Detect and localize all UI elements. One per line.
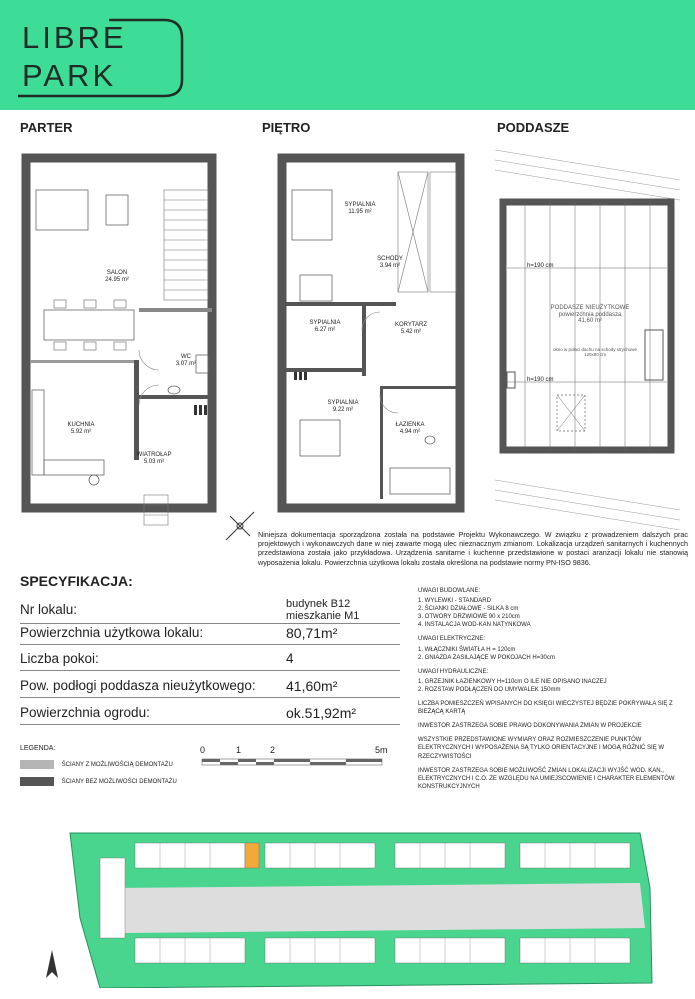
attic-label (535, 305, 645, 325)
notes-build-item: 4. INSTALACJA WOD-KAN NATYNKOWA (418, 622, 531, 629)
room-bedroom-1-area: 11.95 m² (348, 208, 372, 215)
room-salon (92, 270, 142, 283)
spec-label: Pow. podłogi poddasza nieużytkowego: (20, 678, 256, 693)
legend-swatch-light (20, 760, 54, 769)
spec-row-garden (20, 703, 400, 725)
notes-hyd-item: 2. ROZSTAW PODŁĄCZEŃ DO UMYWALEK 150mm (418, 686, 561, 693)
spec-row-unit (20, 598, 400, 624)
notes-investor-changes: INWESTOR ZASTRZEGA SOBIE PRAWO DOKONYWANIA ZMIAN W PROJEKCIE (418, 723, 642, 730)
notes-land-registry: LICZBA POMIESZCZEŃ WPISANYCH DO KSIĘGI WIECZYSTEJ BĘDZIE POKRYWAŁA SIĘ Z BIEŻĄCĄ KARTĄ (418, 701, 673, 716)
notes-elec-item: 1. WŁĄCZNIKI ŚWIATŁA H = 120cm (418, 646, 516, 653)
room-salon-name: SALON (106, 270, 128, 276)
legend-item-removable (20, 760, 177, 769)
attic-window-note: okno w połaci dachu na schody strychowe 120x90 cm (552, 347, 638, 357)
scale-label: 5m (375, 745, 388, 755)
spec-row-attic (20, 676, 400, 698)
attic-height-top: h=190 cm (527, 263, 554, 269)
notes-elec-item: 2. GNIAZDA ZASILAJĄCE W POKOJACH H=30cm (418, 654, 555, 661)
room-corridor-name: KORYTARZ (394, 322, 428, 328)
spec-row-rooms (20, 649, 400, 671)
room-stairs-area: 3.94 m² (379, 262, 401, 269)
room-bedroom-2-area: 6.27 m² (314, 326, 336, 333)
room-hall-name: WIATROŁAP (136, 452, 172, 458)
legend (20, 745, 177, 786)
divider (20, 724, 400, 725)
legend-item-fixed (20, 777, 177, 786)
notes-panel (418, 587, 690, 797)
room-kitchen (59, 422, 103, 435)
room-salon-area: 24.95 m² (105, 276, 129, 283)
scale-label: 0 (200, 745, 206, 755)
site-plan (40, 828, 660, 988)
title-attic: PODDASZE (497, 120, 570, 135)
room-stairs-name: SCHODY (377, 256, 403, 262)
room-bathroom (388, 422, 432, 435)
notes-build-item: 3. OTWORY DRZWIOWE 90 x 210cm (418, 614, 520, 621)
room-corridor (386, 322, 436, 335)
logo-line2: PARK (22, 58, 117, 93)
spec-value: ok.51,92m² (286, 705, 357, 721)
room-bathroom-area: 4.94 m² (399, 428, 421, 435)
attic-label-title: PODDASZE NIEUŻYTKOWE (550, 305, 630, 311)
room-bedroom-2-name: SYPIALNIA (309, 320, 341, 326)
spec-label: Liczba pokoi: (20, 651, 99, 666)
spec-value: 4 (286, 651, 294, 666)
notes-hyd-item: 1. GRZEJNIK ŁAZIENKOWY H=110cm O ILE NIE OPISANO INACZEJ (418, 678, 607, 685)
first-floor-plan (270, 150, 470, 530)
title-ground-floor: PARTER (20, 120, 73, 135)
north-arrow-icon (222, 508, 258, 544)
room-bedroom-1-name: SYPIALNIA (344, 202, 376, 208)
room-stairs (370, 256, 410, 269)
spec-title: SPECYFIKACJA: (20, 573, 133, 589)
divider (20, 670, 400, 671)
legend-title: LEGENDA: (20, 745, 56, 752)
divider (20, 644, 400, 645)
logo-line1: LIBRE (22, 20, 127, 55)
room-bedroom-3-name: SYPIALNIA (327, 400, 359, 406)
scale-ruler-icon (200, 757, 390, 777)
attic-label-area: 41,60 m² (578, 318, 602, 325)
legend-label: ŚCIANY Z MOŻLIWOŚCIĄ DEMONTAŻU (61, 762, 173, 769)
header-banner (0, 0, 695, 110)
room-bedroom-3 (318, 400, 368, 413)
attic-plan (495, 150, 680, 530)
spec-label: Powierzchnia użytkowa lokalu: (20, 625, 204, 640)
spec-label: Powierzchnia ogrodu: (20, 705, 150, 720)
notes-build-item: 2. ŚCIANKI DZIAŁOWE - SILKA 8 cm (418, 606, 519, 613)
room-wc (169, 354, 203, 367)
notes-elec-title: UWAGI ELEKTRYCZNE: (418, 636, 486, 643)
notes-hyd-title: UWAGI HYDRAULICZNE: (418, 668, 489, 675)
room-bedroom-1 (330, 202, 390, 215)
room-bedroom-3-area: 9.22 m² (332, 406, 354, 413)
title-first-floor: PIĘTRO (262, 120, 311, 135)
notes-dimensions: WSZYSTKIE PRZEDSTAWIONE WYMIARY ORAZ ROZMIESZCZENIE PUNKTÓW ELEKTRYCZNYCH I WYPOSAŻENIA SĄ TYLKO ORIENTACYJNE I MOGĄ RÓŻNIĆ SIĘ W RZECZYWISTOŚCI (418, 737, 665, 760)
room-wc-area: 3.07 m² (175, 360, 197, 367)
divider (20, 697, 400, 698)
room-bathroom-name: ŁAZIENKA (395, 422, 425, 428)
legend-label: ŚCIANY BEZ MOŻLIWOŚCI DEMONTAŻU (61, 779, 177, 786)
scale-label: 2 (270, 745, 276, 755)
logo (14, 18, 184, 98)
attic-label-subtitle: powierzchnia poddasza (558, 311, 622, 318)
room-kitchen-area: 5.92 m² (70, 428, 92, 435)
spec-value-building: budynek B12 (286, 598, 351, 610)
attic-height-bottom: h=190 cm (527, 377, 554, 383)
ground-floor-plan (14, 150, 224, 530)
notes-build-title: UWAGI BUDOWLANE: (418, 588, 481, 594)
spec-row-area (20, 623, 400, 645)
notes-build-item: 1. WYLEWKI - STANDARD (418, 598, 491, 605)
room-kitchen-name: KUCHNIA (67, 422, 95, 428)
room-bedroom-2 (300, 320, 350, 333)
spec-label: Nr lokalu: (20, 602, 78, 617)
site-north-arrow-icon (40, 948, 64, 982)
room-wc-name: WC (181, 354, 191, 360)
disclaimer-text: Niniejsza dokumentacja sporządzona została na podstawie Projektu Wykonawczego. W związku z prowadzeniem dalszych prac projektowych i wykonawczych dane w niej zawarte mogą ulec nieznacznym zmianom. Lokalizacja urządzeń sanitarnych i kuchennych przedstawiona została jako przykładowa. Urządzenia sanitarne i kuchenne przedstawione w postaci aranżacji lokalu nie stanowią wyposażenia lokalu. Powierzchnia użytkowa lokalu została określona na podstawie normy PN-ISO 9836. (258, 530, 688, 567)
room-hall (129, 452, 179, 465)
notes-installations: INWESTOR ZASTRZEGA SOBIE MOŻLIWOŚĆ ZMIAN LOKALIZACJI WYJŚĆ WOD. KAN., ELEKTRYCZNYCH I C.O. ZE WZGLĘDU NA UMIEJSCOWIENIE I CHARAKTER ELEMENTÓW KONSTRUKCYJNYCH (418, 767, 675, 790)
spec-value-apartment: mieszkanie M1 (286, 610, 360, 622)
spec-value: 41,60m² (286, 678, 338, 694)
legend-swatch-dark (20, 777, 54, 786)
room-corridor-area: 5.42 m² (400, 328, 422, 335)
spec-value: 80,71m² (286, 625, 338, 641)
scale-label: 1 (236, 745, 242, 755)
room-hall-area: 5.03 m² (143, 458, 165, 465)
